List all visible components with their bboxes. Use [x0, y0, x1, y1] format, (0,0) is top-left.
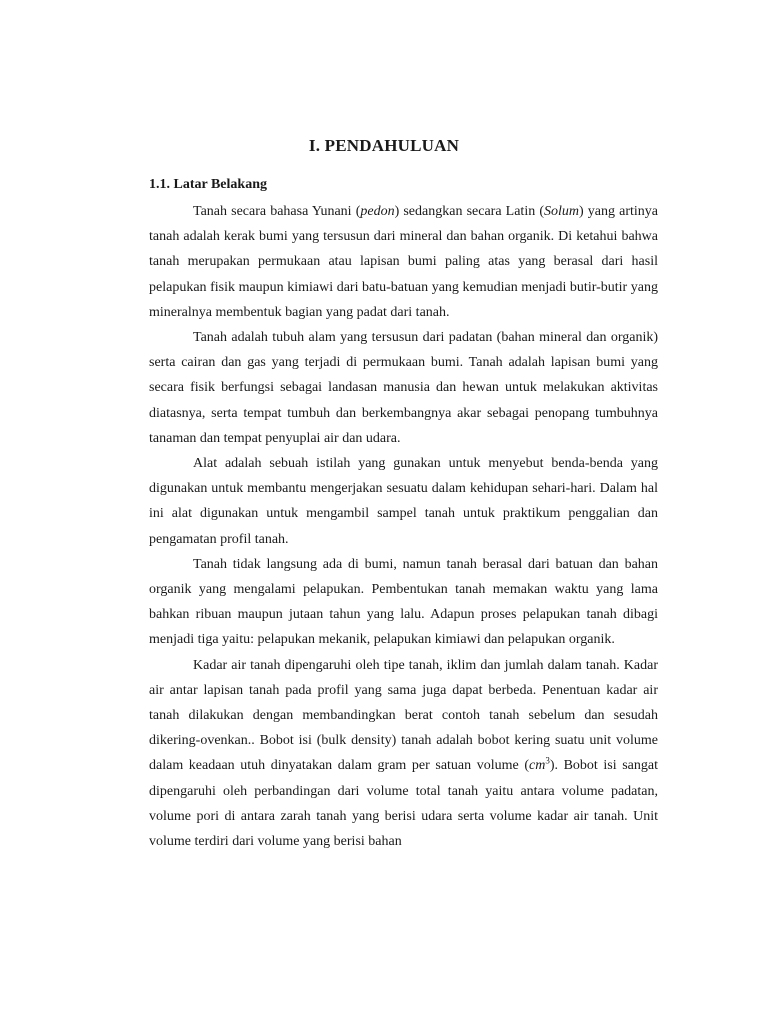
paragraph-1-text-c: ) yang artinya tanah adalah kerak bumi yang tersusun dari mineral dan bahan organik. Di ketahui bahwa tanah merupakan permukaan atau lapisan bumi paling atas yang berasal dari hasil pelapukan fisik maupun kimiawi dari batu-batuan yang kemudian menjadi butir-butir yang mineralnya membentuk bagian yang padat dari tanah. [149, 204, 658, 320]
term-pedon: pedon [360, 204, 395, 219]
paragraph-1-text-b: ) sedangkan secara Latin ( [394, 204, 544, 219]
section-heading: 1.1. Latar Belakang [149, 177, 267, 192]
unit-exponent: 3 [545, 755, 550, 766]
unit-cm: cm [529, 758, 546, 774]
paragraph-5-text-a: Kadar air tanah dipengaruhi oleh tipe tanah, iklim dan jumlah dalam tanah. Kadar air antar lapisan tanah pada profil yang sama juga dapat berbeda. Penentuan kadar air tanah dilakukan dengan membandingkan berat contoh tanah sebelum dan sesudah dikering-ovenkan.. Bobot isi (bulk density) tanah adalah bobot kering suatu unit volume dalam keadaan utuh dinyatakan dalam gram per satuan volume ( [149, 657, 658, 774]
paragraph-4: Tanah tidak langsung ada di bumi, namun tanah berasal dari batuan dan bahan organik yang mengalami pelapukan. Pembentukan tanah memakan waktu yang lama bahkan ribuan maupun jutaan tahun yang lalu. Adapun proses pelapukan tanah dibagi menjadi tiga yaitu: pelapukan mekanik, pelapukan kimiawi dan pelapukan organik. [149, 556, 658, 648]
paragraph-5-text-b: ). Bobot isi sangat dipengaruhi oleh perbandingan dari volume total tanah yaitu antara volume padatan, volume pori di antara zarah tanah yang berisi udara serta volume kadar air tanah. Unit volume terdiri dari volume yang berisi bahan [149, 758, 658, 850]
paragraph-2: Tanah adalah tubuh alam yang tersusun dari padatan (bahan mineral dan organik) serta cairan dan gas yang terjadi di permukaan bumi. Tanah adalah lapisan bumi yang secara fisik berfungsi sebagai landasan manusia dan hewan untuk melakukan aktivitas diatasnya, serta tempat tumbuh dan berkembangnya akar sebagai penopang tumbuhnya tanaman dan tempat penyuplai air dan udara. [149, 330, 658, 446]
paragraph-1-text-a: Tanah secara bahasa Yunani ( [193, 204, 361, 219]
paragraph-5 [149, 653, 658, 855]
term-solum: Solum [544, 204, 579, 219]
paragraph-3: Alat adalah sebuah istilah yang gunakan untuk menyebut benda-benda yang digunakan untuk membantu mengerjakan sesuatu dalam kehidupan sehari-hari. Dalam hal ini alat digunakan untuk mengambil sampel tanah untuk praktikum penggalian dan pengamatan profil tanah. [149, 456, 658, 547]
paragraph-1 [149, 199, 658, 325]
page-title: I. PENDAHULUAN [308, 136, 460, 155]
body-text [149, 199, 658, 854]
